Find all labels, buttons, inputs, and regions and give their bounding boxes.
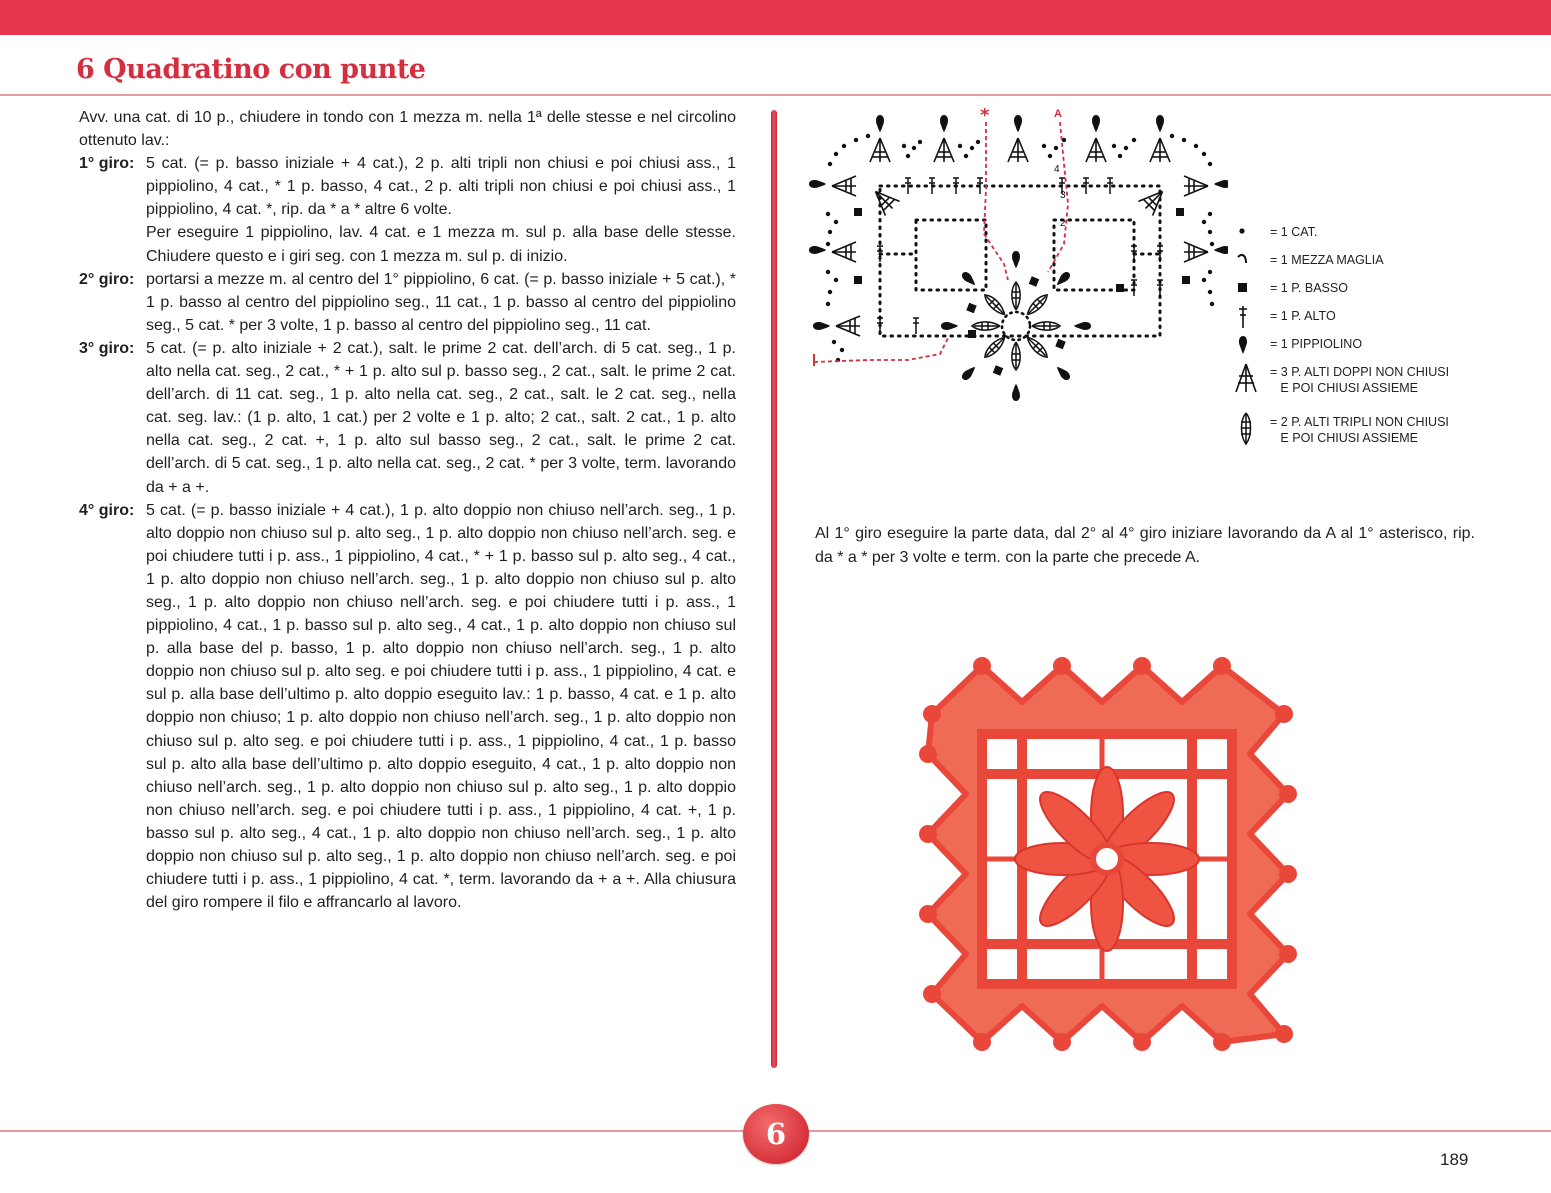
legend-item xyxy=(1234,306,1449,334)
round-label: 4° giro: xyxy=(79,501,135,519)
diagram-marker-a: A xyxy=(1054,108,1062,120)
page-number: 189 xyxy=(1440,1150,1469,1169)
diagram-note: Al 1° giro eseguire la parte data, dal 2° al 4° giro iniziare lavorando da A al 1° asterisco, rip. da * a * per 3 volte e term. con la parte che precede A. xyxy=(815,525,1475,566)
legend-label: = 2 P. ALTI TRIPLI NON CHIUSI E POI CHIUSI ASSIEME xyxy=(1270,415,1449,445)
round-2 xyxy=(79,268,736,337)
single-crochet-square-icon xyxy=(1234,278,1270,302)
legend-item xyxy=(1234,334,1449,362)
crochet-square-photo xyxy=(912,654,1302,1054)
instructions-column xyxy=(79,106,736,914)
yarn-ball-badge xyxy=(743,1104,809,1164)
title-rule xyxy=(0,94,1551,96)
round-3 xyxy=(79,337,736,499)
badge-number: 6 xyxy=(765,1117,787,1151)
round-label: 3° giro: xyxy=(79,339,135,357)
legend-item xyxy=(1234,412,1449,462)
round-4 xyxy=(79,499,736,915)
legend-item xyxy=(1234,362,1449,412)
round-label: 2° giro: xyxy=(79,270,135,288)
symbol-legend xyxy=(1234,222,1449,462)
legend-label: = 3 P. ALTI DOPPI NON CHIUSI E POI CHIUSI ASSIEME xyxy=(1270,365,1450,395)
top-accent-bar xyxy=(0,0,1551,35)
legend-item xyxy=(1234,250,1449,278)
round-text: 5 cat. (= p. basso iniziale + 4 cat.), 1 p. alto doppio non chiuso nell’arch. seg., 1 p. alto doppio non chiuso sul p. alto seg., 1 p. alto doppio non chiuso nell’arch. seg. e poi chiudere tutti i p. ass., 1 pippiolino, 4 cat., * + 1 p. basso sul p. alto seg., 4 cat., 1 p. alto doppio non chiuso nell’arch. seg., 1 p. alto doppio non chiuso sul p. alto seg., 1 p. alto doppio non chiuso nell’arch. seg. e poi chiudere tutti i p. ass., 1 pippiolino, 4 cat., 1 p. basso sul p. alto seg., 4 cat., 1 p. alto doppio non chiuso sul p. alla base del p. basso, 1 p. alto doppio non chiuso nell’arch. seg., 1 p. alto doppio non chiuso sul p. alto seg. e poi chiudere tutti i p. ass., 1 pippiolino, 4 cat. e sul p. alla base dell’ultimo p. alto doppio eseguito lav.: 1 p. basso, 4 cat. e 1 p. alto doppio non chiuso; 1 p. alto doppio non chiuso nell’arch. seg., 1 p. alto doppio non chiuso sul p. alto seg. e poi chiudere tutti i p. ass., 1 pippiolino, 4 cat., 1 p. basso sul p. alto alla base dell’ultimo p. alto doppio eseguito, 4 cat., 1 p. alto doppio non chiuso nell’arch. seg., 1 p. alto doppio non chiuso sul p. alto seg., 1 p. alto doppio non chiuso nell’arch. seg. e poi chiudere tutti i p. ass., 1 pippiolino, 4 cat. +, 1 p. basso sul p. alto seg., 4 cat., 1 p. alto doppio non chiuso nell’arch. seg., 1 p. alto doppio non chiuso sul p. alto seg., 1 p. alto doppio non chiuso nell’arch. seg. e poi chiudere tutti i p. ass., 1 pippiolino, 4 cat. *, term. lavorando da + a +. Alla chiusura del giro rompere il filo e affrancarlo al lavoro. xyxy=(146,501,736,912)
round-text: 5 cat. (= p. basso iniziale + 4 cat.), 2 p. alti tripli non chiusi e poi chiusi ass., 1 pippiolino, 4 cat., * 1 p. basso, 4 cat., 2 p. alti tripli non chiusi e poi chiusi ass., 1 pippiolino, 4 cat. *, rip. da * a * altre 6 volte. xyxy=(146,155,736,219)
yarn-divider xyxy=(771,110,777,1068)
slip-stitch-icon xyxy=(1234,250,1270,274)
legend-item xyxy=(1234,222,1449,250)
page-title: 6 Quadratino con punte xyxy=(76,54,426,85)
legend-label: = 1 MEZZA MAGLIA xyxy=(1270,253,1384,267)
chain-dot-icon xyxy=(1234,222,1270,246)
double-crochet-icon xyxy=(1234,306,1270,330)
round-number-4: 4 xyxy=(1054,164,1060,175)
round-number-3: 3 xyxy=(1060,190,1066,201)
legend-label: = 1 P. ALTO xyxy=(1270,309,1336,323)
three-treble-cluster-icon xyxy=(1234,362,1270,394)
two-triple-cluster-icon xyxy=(1234,412,1270,446)
picot-drop-icon xyxy=(1234,334,1270,358)
diagram-marker-star: * xyxy=(980,105,990,126)
legend-label: = 1 PIPPIOLINO xyxy=(1270,337,1363,351)
crochet-chart-diagram xyxy=(808,104,1228,422)
round-text: portarsi a mezze m. al centro del 1° pippiolino, 6 cat. (= p. basso iniziale + 5 cat.), * 1 p. basso al centro del pippiolino seg., 11 cat., 1 p. basso al centro del pippiolino seg., 5 cat. * per 3 volte, 1 p. basso al centro del pippiolino seg., 11 cat. xyxy=(146,270,736,334)
round-label: 1° giro: xyxy=(79,155,135,173)
round-text: 5 cat. (= p. alto iniziale + 2 cat.), salt. le prime 2 cat. dell’arch. di 5 cat. seg., 1 p. alto nella cat. seg., 2 cat., * + 1 p. alto sul p. basso seg., 2 cat., salt. le prime 2 cat. dell’arch. di 11 cat. seg., 1 p. alto nella cat. seg., 2 cat., salt. le 2 cat. seg., nella cat. seg. lav.: (1 p. alto, 1 cat.) per 2 volte e 1 p. alto; 2 cat., salt. 2 cat., 1 p. alto nella cat. seg., 2 cat. +, 1 p. alto sul basso seg., 2 cat., salt. le prime 2 cat. dell’arch. di 5 cat. seg., 1 p. alto nella cat. seg., 2 cat. * per 3 volte, term. lavorando da + a +. xyxy=(146,339,736,496)
round-number-2: 2 xyxy=(1060,218,1066,229)
legend-item xyxy=(1234,278,1449,306)
round-text: Per eseguire 1 pippiolino, lav. 4 cat. e 1 mezza m. sul p. alla base delle stesse. Chiudere questo e i giri seg. con 1 mezza m. sul p. di inizio. xyxy=(146,224,736,265)
legend-label: = 1 CAT. xyxy=(1270,225,1318,239)
intro-text: Avv. una cat. di 10 p., chiudere in tondo con 1 mezza m. nella 1ª delle stesse e nel circolino ottenuto lav.: xyxy=(79,109,736,150)
legend-label: = 1 P. BASSO xyxy=(1270,281,1348,295)
round-1 xyxy=(79,152,736,267)
